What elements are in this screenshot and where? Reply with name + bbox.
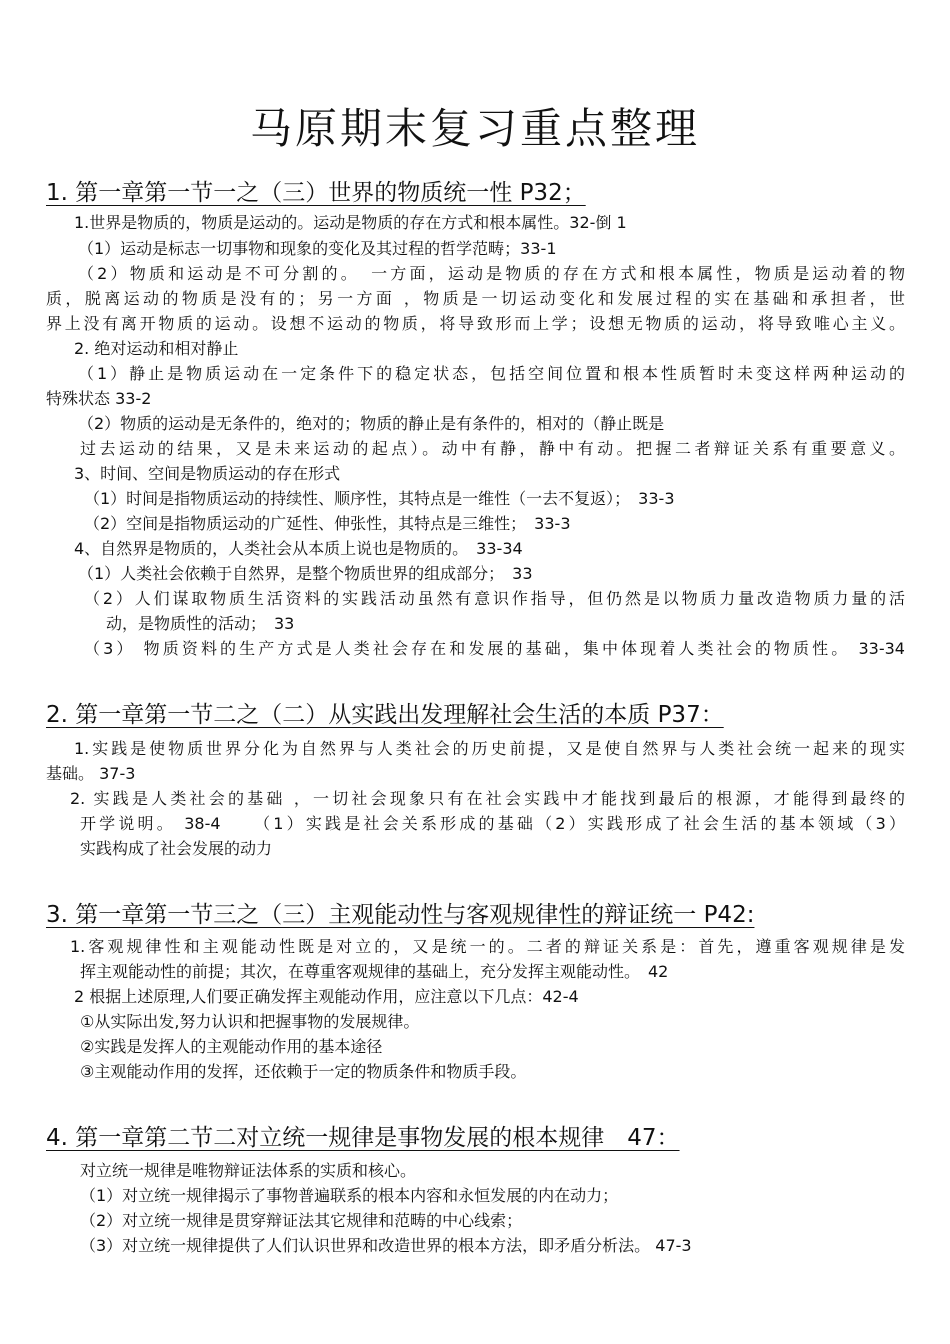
section-3-line-6: ③主观能动作用的发挥，还依赖于一定的物质条件和物质手段。: [80, 1062, 527, 1081]
section-2-line-4: 开学说明。 38-4 （1）实践是社会关系形成的基础（2）实践形成了社会生活的基本领域（3）: [80, 814, 905, 833]
section-2-line-2: 基础。 37-3: [46, 764, 136, 783]
section-1-line-16: （2）人们谋取物质生活资料的实践活动虽然有意识作指导，但仍然是以物质力量改造物质力量的活: [84, 589, 905, 608]
section-1-line-11: 3、时间、空间是物质运动的存在形式: [74, 464, 341, 483]
section-1-line-13: （2）空间是指物质运动的广延性、伸张性，其特点是三维性； 33-3: [84, 514, 571, 533]
section-1-line-7: （1）静止是物质运动在一定条件下的稳定状态，包括空间位置和根本性质暂时未变这样两种运动的: [78, 364, 905, 383]
section-1-line-9: （2）物质的运动是无条件的，绝对的；物质的静止是有条件的，相对的（静止既是: [78, 414, 665, 433]
section-3-line-4: ①从实际出发,努力认识和把握事物的发展规律。: [80, 1012, 420, 1031]
section-2-heading: 2. 第一章第一节二之（二）从实践出发理解社会生活的本质 P37：: [46, 702, 724, 728]
section-1-line-3: （2）物质和运动是不可分割的。 一方面，运动是物质的存在方式和根本属性，物质是运动着的物: [78, 264, 905, 283]
section-2-line-1: 1.实践是使物质世界分化为自然界与人类社会的历史前提，又是使自然界与人类社会统一起来的现实: [74, 739, 905, 758]
section-1-line-1: 1.世界是物质的，物质是运动的。运动是物质的存在方式和根本属性。32-倒 1: [74, 213, 627, 232]
section-3-heading: 3. 第一章第一节三之（三）主观能动性与客观规律性的辩证统一 P42:: [46, 902, 755, 928]
section-1-line-6: 2. 绝对运动和相对静止: [74, 339, 239, 358]
section-4-heading: 4. 第一章第二节二对立统一规律是事物发展的根本规律 47：: [46, 1125, 680, 1151]
section-1-line-15: （1）人类社会依赖于自然界，是整个物质世界的组成部分； 33: [78, 564, 533, 583]
section-4-line-4: （3）对立统一规律提供了人们认识世界和改造世界的根本方法，即矛盾分析法。 47-3: [80, 1236, 692, 1255]
section-1-line-12: （1）时间是指物质运动的持续性、顺序性，其特点是一维性（一去不复返）； 33-3: [84, 489, 675, 508]
section-3-line-5: ②实践是发挥人的主观能动作用的基本途径: [80, 1037, 383, 1056]
section-1-line-8: 特殊状态 33-2: [46, 389, 152, 408]
section-3-line-2: 挥主观能动性的前提；其次，在尊重客观规律的基础上，充分发挥主观能动性。 42: [80, 962, 669, 981]
section-1-line-17: 动，是物质性的活动； 33: [106, 614, 295, 633]
section-4-line-1: 对立统一规律是唯物辩证法体系的实质和核心。: [80, 1161, 417, 1180]
section-1-line-4: 质，脱离运动的物质是没有的；另一方面 ，物质是一切运动变化和发展过程的实在基础和承担者，世: [46, 289, 905, 308]
section-1-line-10: 过去运动的结果，又是未来运动的起点）。动中有静，静中有动。把握二者辩证关系有重要意义。: [80, 439, 905, 458]
document-title: 马原期末复习重点整理: [249, 104, 700, 153]
section-1-line-5: 界上没有离开物质的运动。设想不运动的物质，将导致形而上学；设想无物质的运动，将导致唯心主义。: [46, 314, 905, 333]
section-1-heading: 1. 第一章第一节一之（三）世界的物质统一性 P32；: [46, 180, 586, 206]
section-4-line-2: （1）对立统一规律揭示了事物普遍联系的根本内容和永恒发展的内在动力；: [80, 1186, 619, 1205]
section-2-line-5: 实践构成了社会发展的动力: [80, 839, 273, 858]
section-1-line-18: （3） 物质资料的生产方式是人类社会存在和发展的基础，集中体现着人类社会的物质性。 33-34: [84, 639, 905, 658]
section-3-line-1: 1.客观规律性和主观能动性既是对立的，又是统一的。二者的辩证关系是：首先，遵重客观规律是发: [70, 937, 905, 956]
section-1-line-14: 4、自然界是物质的，人类社会从本质上说也是物质的。 33-34: [74, 539, 523, 558]
section-2-line-3: 2. 实践是人类社会的基础 ，一切社会现象只有在社会实践中才能找到最后的根源，才能得到最终的: [70, 789, 905, 808]
section-4-line-3: （2）对立统一规律是贯穿辩证法其它规律和范畴的中心线索；: [80, 1211, 523, 1230]
section-3-line-3: 2 根据上述原理,人们要正确发挥主观能动作用，应注意以下几点：42-4: [74, 987, 579, 1006]
section-1-line-2: （1）运动是标志一切事物和现象的变化及其过程的哲学范畴；33-1: [78, 239, 557, 258]
